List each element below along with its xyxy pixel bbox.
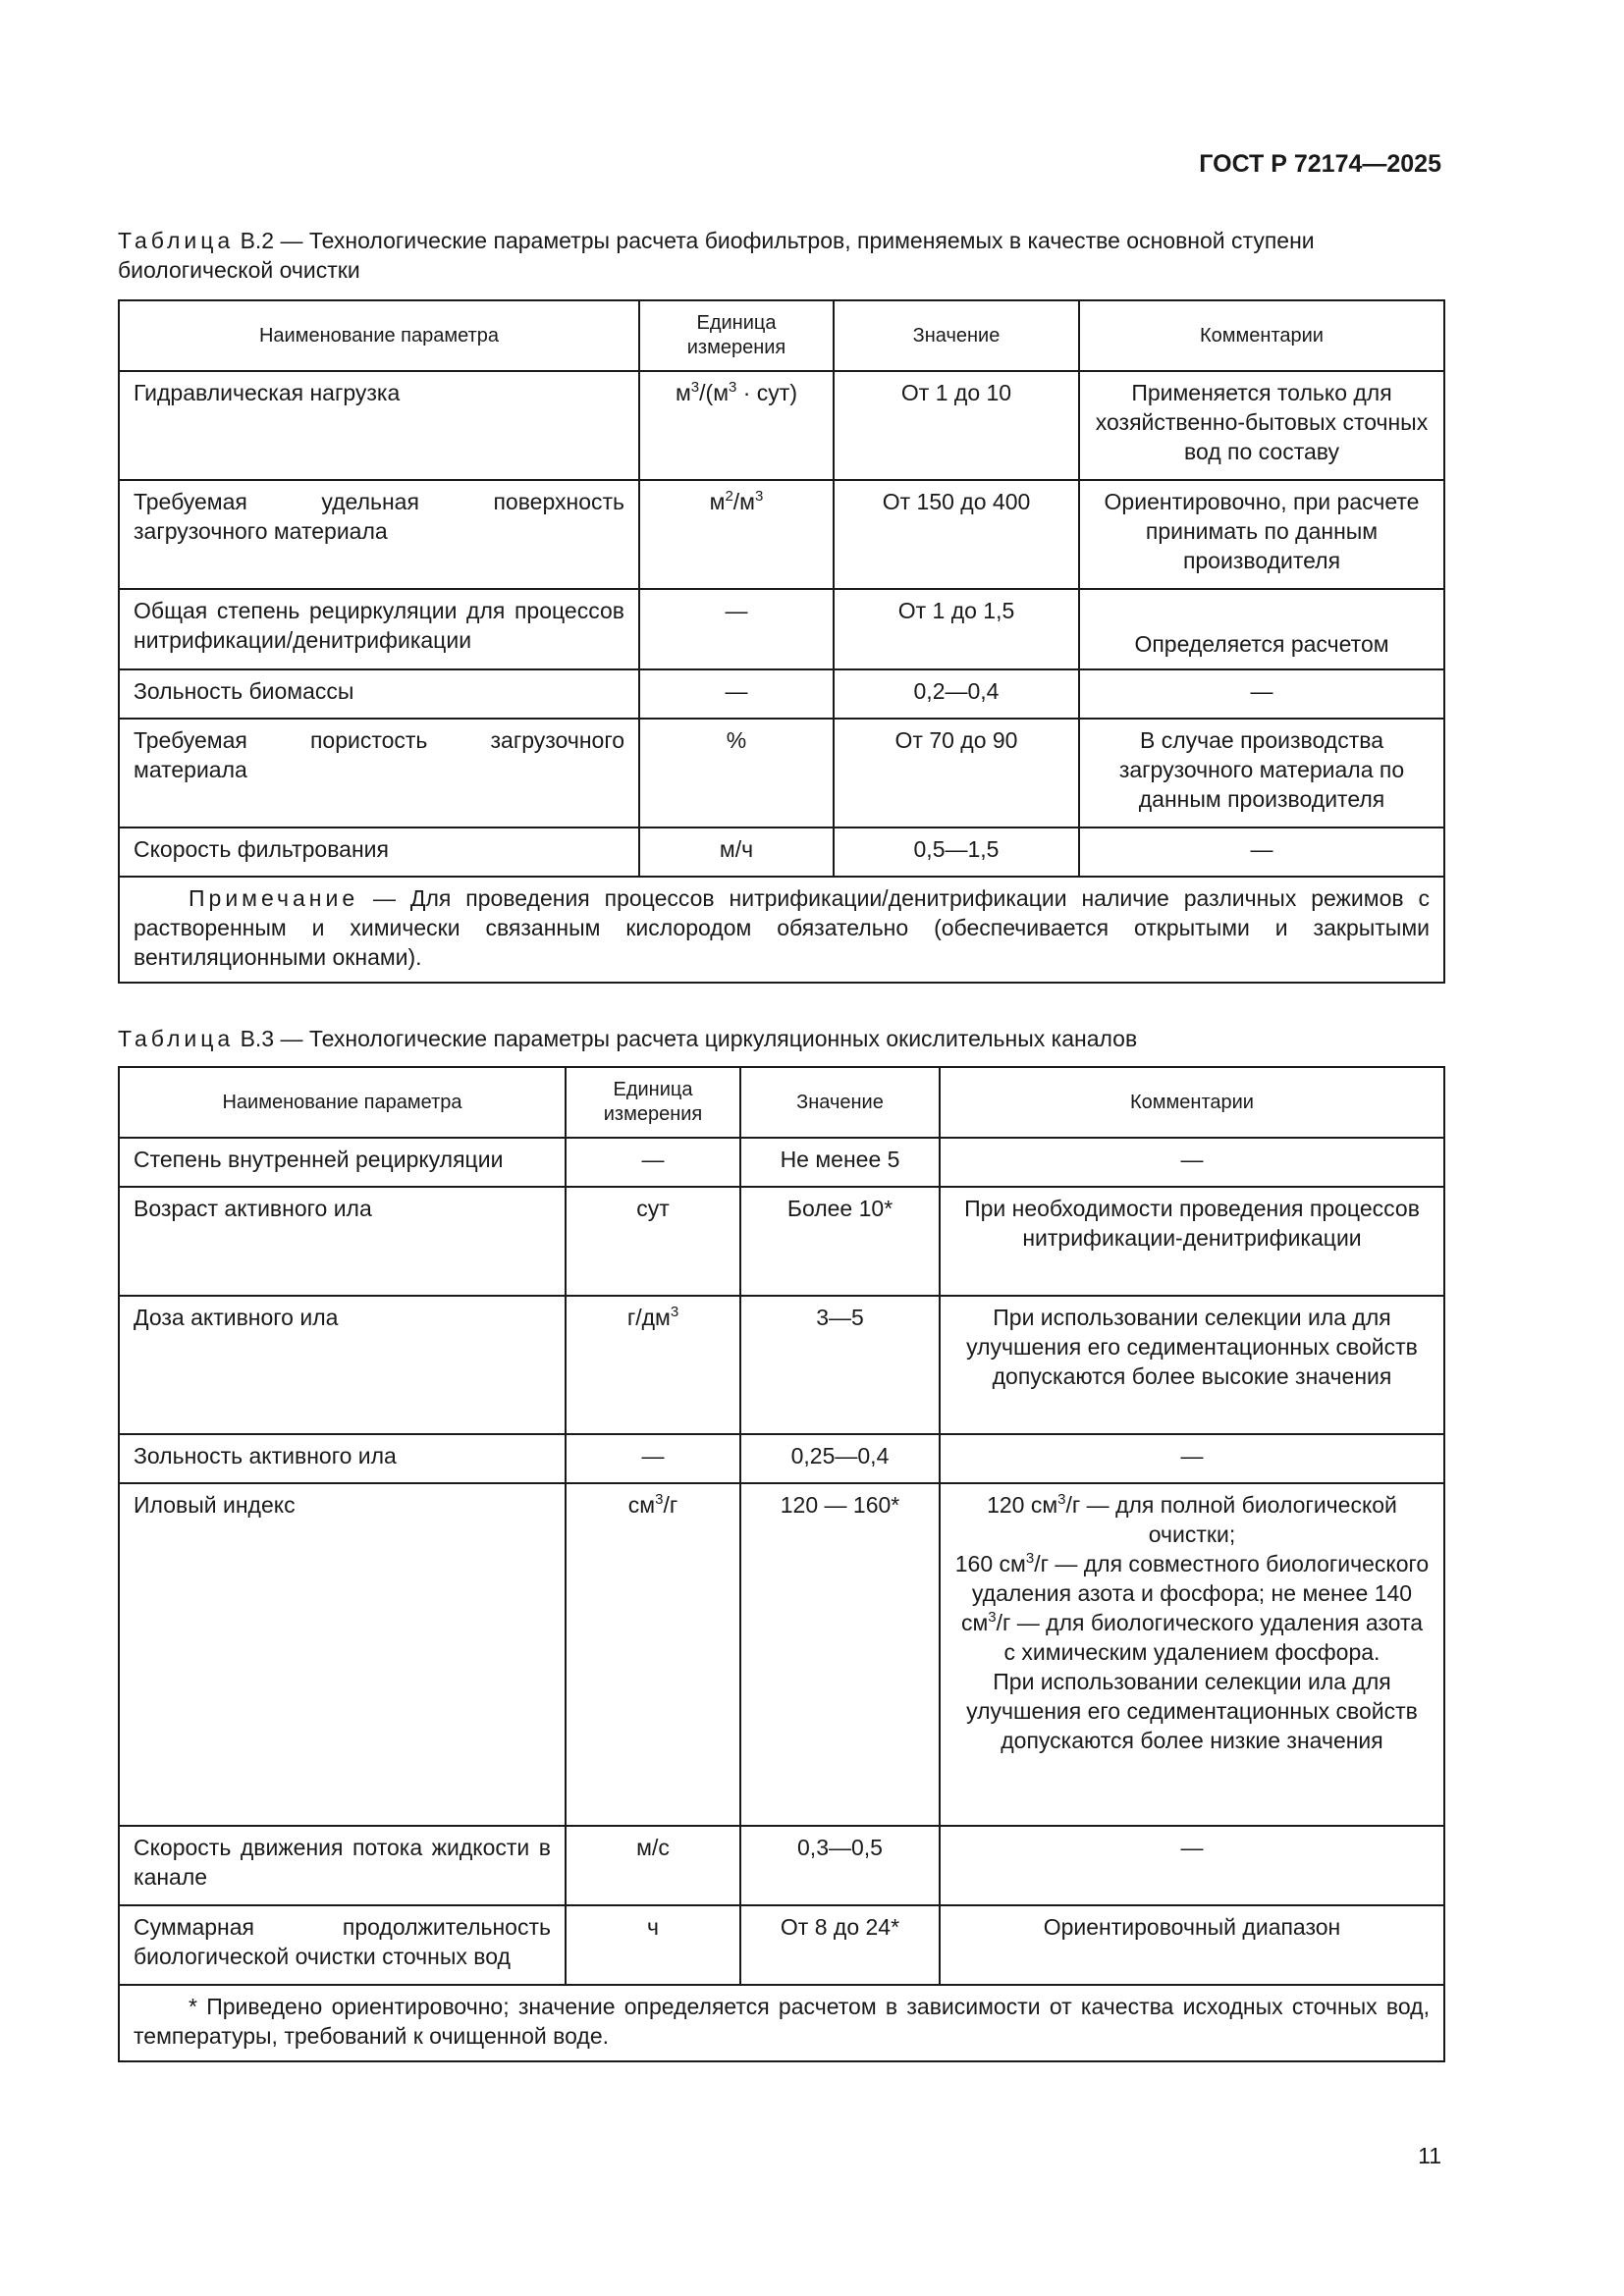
table-b2 [118, 299, 1445, 984]
param-comment: В случае производства загрузочного материала по данным производителя [1079, 719, 1444, 828]
param-name: Суммарная продолжительность биологической очистки сточных вод [119, 1905, 566, 1985]
param-value: От 1 до 10 [834, 371, 1079, 480]
table-b2-caption [118, 226, 1443, 285]
param-unit: ч [566, 1905, 740, 1985]
param-name: Иловый индекс [119, 1483, 566, 1826]
note-text: — Для проведения процессов нитрификации/денитрификации наличие различных режимов с растворенным и химически связанным кислородом обязательно (обеспечивается открытыми и закрытыми вентиляционными окнами). [134, 885, 1430, 970]
table-row [119, 1434, 1444, 1483]
table-row [119, 1826, 1444, 1905]
param-value: 0,5—1,5 [834, 828, 1079, 877]
param-comment: — [940, 1434, 1444, 1483]
col-header-unit: Единица измерения [566, 1067, 740, 1138]
param-name: Требуемая удельная поверхность загрузочного материала [119, 480, 639, 589]
table-row [119, 1905, 1444, 1985]
col-header-comment: Комментарии [1079, 300, 1444, 371]
param-value: Не менее 5 [740, 1138, 940, 1187]
param-value: 0,2—0,4 [834, 669, 1079, 719]
param-name: Требуемая пористость загрузочного материала [119, 719, 639, 828]
table-row [119, 719, 1444, 828]
param-value: От 8 до 24* [740, 1905, 940, 1985]
param-comment: 120 $см^3/г$ — для полной биологической очистки; 160 $см^3/г$ — для совместного биологического удаления азота и фосфора; не менее 140 $см^3/г$ — для биологического удаления азота с химическим удалением фосфора. При использовании селекции ила для улучшения его седиментационных свойств допускаются более низкие значения [940, 1483, 1444, 1826]
param-name: Зольность биомассы [119, 669, 639, 719]
param-unit: $м^3/(м^3 \cdot сут)$ [639, 371, 834, 480]
param-name: Скорость движения потока жидкости в канале [119, 1826, 566, 1905]
param-value: От 70 до 90 [834, 719, 1079, 828]
param-name: Зольность активного ила [119, 1434, 566, 1483]
param-comment: Ориентировочный диапазон [940, 1905, 1444, 1985]
col-header-unit: Единица измерения [639, 300, 834, 371]
table-b3-caption [118, 1024, 1443, 1053]
table-row [119, 669, 1444, 719]
param-unit: м/с [566, 1826, 740, 1905]
table-row [119, 1138, 1444, 1187]
param-unit: — [566, 1434, 740, 1483]
col-header-value: Значение [834, 300, 1079, 371]
param-name: Возраст активного ила [119, 1187, 566, 1296]
caption-text: В.2 — Технологические параметры расчета биофильтров, применяемых в качестве основной ступени биологической очистки [118, 228, 1315, 283]
param-comment: Применяется только для хозяйственно-бытовых сточных вод по составу [1079, 371, 1444, 480]
param-comment: — [1079, 669, 1444, 719]
col-header-name: Наименование параметра [119, 1067, 566, 1138]
table-row [119, 371, 1444, 480]
table-header-row [119, 1067, 1444, 1138]
param-name: Доза активного ила [119, 1296, 566, 1434]
param-value: От 1 до 1,5 [834, 589, 1079, 669]
param-unit: сут [566, 1187, 740, 1296]
table-note-row [119, 877, 1444, 983]
param-unit: м/ч [639, 828, 834, 877]
param-value: 3—5 [740, 1296, 940, 1434]
param-value: Более 10* [740, 1187, 940, 1296]
param-comment: — [940, 1826, 1444, 1905]
table-footnote-row [119, 1985, 1444, 2061]
param-comment: При использовании селекции ила для улучшения его седиментационных свойств допускаются более высокие значения [940, 1296, 1444, 1434]
caption-label: Таблица [118, 1026, 235, 1051]
table-note [119, 877, 1444, 983]
col-header-name: Наименование параметра [119, 300, 639, 371]
param-value: От 150 до 400 [834, 480, 1079, 589]
table-row [119, 828, 1444, 877]
param-name: Степень внутренней рециркуляции [119, 1138, 566, 1187]
param-value: 0,3—0,5 [740, 1826, 940, 1905]
param-unit: — [639, 669, 834, 719]
table-footnote: * Приведено ориентировочно; значение определяется расчетом в зависимости от качества исходных сточных вод, температуры, требований к очищенной воде. [119, 1985, 1444, 2061]
param-name: Общая степень рециркуляции для процессов нитрификации/денитрификации [119, 589, 639, 669]
param-comment: — [940, 1138, 1444, 1187]
table-row [119, 480, 1444, 589]
param-unit: $г/дм^3$ [566, 1296, 740, 1434]
col-header-value: Значение [740, 1067, 940, 1138]
param-comment: — [1079, 828, 1444, 877]
caption-text: В.3 — Технологические параметры расчета циркуляционных окислительных каналов [234, 1026, 1138, 1051]
table-header-row [119, 300, 1444, 371]
table-b3 [118, 1066, 1445, 2062]
param-comment: Определяется расчетом [1079, 589, 1444, 669]
param-comment: При необходимости проведения процессов нитрификации-денитрификации [940, 1187, 1444, 1296]
col-header-comment: Комментарии [940, 1067, 1444, 1138]
param-comment: Ориентировочно, при расчете принимать по данным производителя [1079, 480, 1444, 589]
param-unit: % [639, 719, 834, 828]
table-row [119, 589, 1444, 669]
page-number: 11 [1418, 2143, 1441, 2168]
table-row [119, 1483, 1444, 1826]
param-name: Скорость фильтрования [119, 828, 639, 877]
param-value: 120 — 160* [740, 1483, 940, 1826]
table-row [119, 1187, 1444, 1296]
table-row [119, 1296, 1444, 1434]
param-unit: — [639, 589, 834, 669]
note-label: Примечание [189, 885, 359, 911]
document-id: ГОСТ Р 72174—2025 [1199, 150, 1441, 178]
param-unit: — [566, 1138, 740, 1187]
param-name: Гидравлическая нагрузка [119, 371, 639, 480]
param-value: 0,25—0,4 [740, 1434, 940, 1483]
param-unit: $м^2/м^3$ [639, 480, 834, 589]
param-unit: $см^3/г$ [566, 1483, 740, 1826]
caption-label: Таблица [118, 228, 235, 253]
